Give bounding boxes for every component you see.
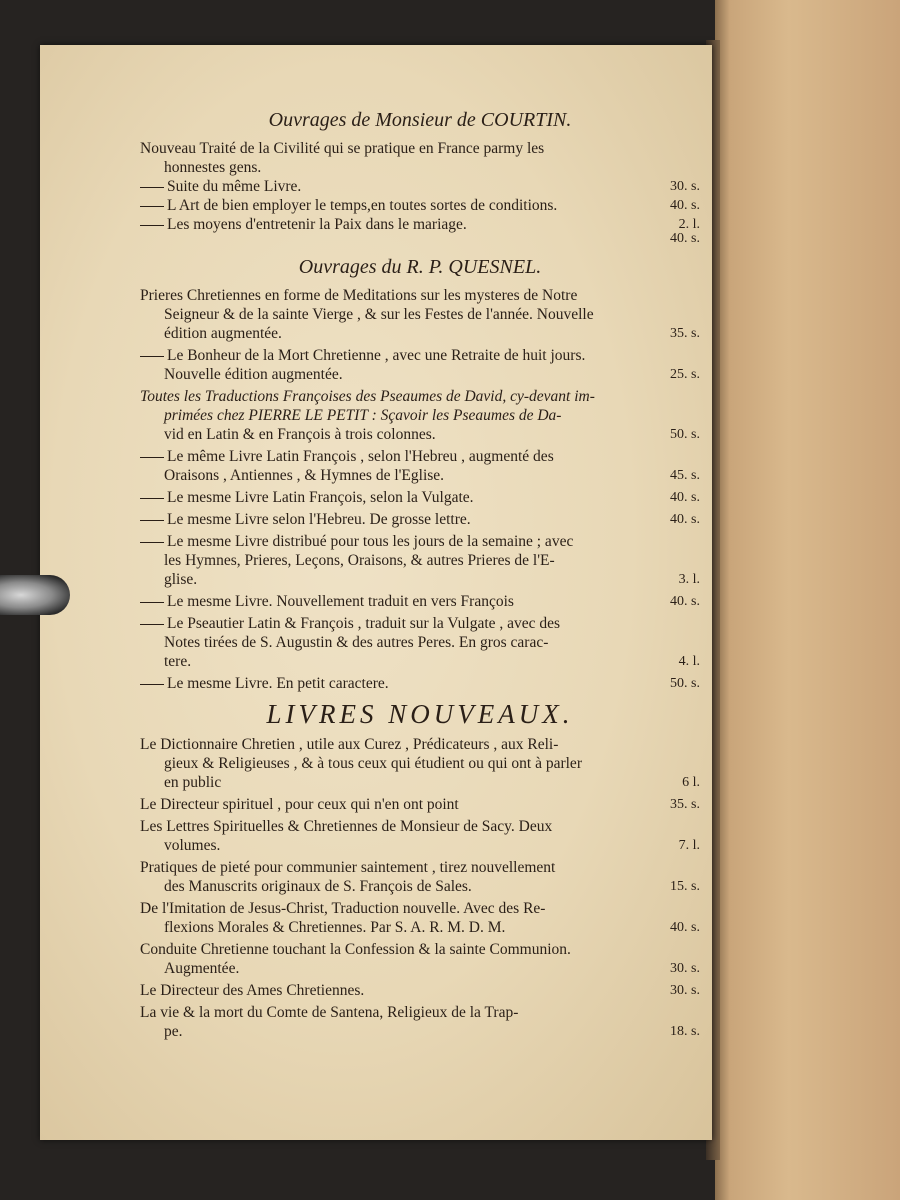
entry-price: 35. s. xyxy=(670,326,700,341)
page-clip xyxy=(0,575,70,615)
entry-line: Pratiques de pieté pour communier saintement , tirez nouvellement xyxy=(140,859,556,876)
dash-mark xyxy=(140,225,164,226)
entry-line: glise. xyxy=(164,571,198,588)
entry-price: 40. s. xyxy=(670,231,700,246)
book-page xyxy=(40,45,712,1140)
entry-price: 3. l. xyxy=(678,572,700,587)
dash-mark xyxy=(140,187,164,188)
entry-price: 45. s. xyxy=(670,468,700,483)
entry-line: Notes tirées de S. Augustin & des autres Peres. En gros carac- xyxy=(164,634,549,651)
entry-price: 50. s. xyxy=(670,427,700,442)
entry-line: primées chez PIERRE LE PETIT : Sçavoir les Pseaumes de Da- xyxy=(164,407,562,424)
entry-price: 40. s. xyxy=(670,490,700,505)
entry-line: flexions Morales & Chretiennes. Par S. A. R. M. D. M. xyxy=(164,919,506,936)
book-entry xyxy=(140,286,700,343)
section-quesnel xyxy=(140,254,700,693)
dash-mark xyxy=(140,206,164,207)
book-entry xyxy=(140,231,700,248)
section-livres-nouveaux xyxy=(140,701,700,1041)
entry-line: Suite du même Livre. xyxy=(167,178,302,195)
entry-price: 35. s. xyxy=(670,797,700,812)
entry-line: Augmentée. xyxy=(164,960,240,977)
entry-line: Le Directeur spirituel , pour ceux qui n'en ont point xyxy=(140,796,459,813)
section-heading: LIVRES NOUVEAUX. xyxy=(266,699,574,729)
entry-price: 30. s. xyxy=(670,179,700,194)
book-entry xyxy=(140,899,700,937)
adjacent-page xyxy=(715,0,900,1200)
entry-line: vid en Latin & en François à trois colonnes. xyxy=(164,426,436,443)
entry-line: gieux & Religieuses , & à tous ceux qui étudient ou qui ont à parler xyxy=(164,755,582,772)
entry-line: pe. xyxy=(164,1023,183,1040)
entry-line: en public xyxy=(164,774,222,791)
book-entry xyxy=(140,488,700,507)
entry-price: 40. s. xyxy=(670,512,700,527)
entry-price: 18. s. xyxy=(670,1024,700,1039)
entry-line: Les Lettres Spirituelles & Chretiennes de Monsieur de Sacy. Deux xyxy=(140,818,553,835)
section-heading: Ouvrages du R. P. QUESNEL. xyxy=(298,256,542,278)
dash-mark xyxy=(140,542,164,543)
book-entry xyxy=(140,387,700,444)
book-entry xyxy=(140,139,700,177)
entry-line: Le mesme Livre distribué pour tous les jours de la semaine ; avec xyxy=(167,533,574,550)
entry-price: 40. s. xyxy=(670,198,700,213)
dash-mark xyxy=(140,602,164,603)
entry-line: tere. xyxy=(164,653,192,670)
page-content xyxy=(140,107,700,1047)
dash-mark xyxy=(140,520,164,521)
book-entry xyxy=(140,532,700,589)
entry-line: Nouveau Traité de la Civilité qui se pratique en France parmy les xyxy=(140,140,545,157)
entry-price: 15. s. xyxy=(670,879,700,894)
dash-mark xyxy=(140,356,164,357)
entry-price: 7. l. xyxy=(678,838,700,853)
entry-line: Le mesme Livre. En petit caractere. xyxy=(167,675,389,692)
entry-line: Le Dictionnaire Chretien , utile aux Curez , Prédicateurs , aux Reli- xyxy=(140,736,559,753)
book-entry xyxy=(140,735,700,792)
entry-price: 30. s. xyxy=(670,961,700,976)
dash-mark xyxy=(140,684,164,685)
entry-line: Conduite Chretienne touchant la Confession & la sainte Communion. xyxy=(140,941,571,958)
entry-price: 2. l. xyxy=(678,217,700,232)
entry-price: 4. l. xyxy=(678,654,700,669)
entry-line: La vie & la mort du Comte de Santena, Religieux de la Trap- xyxy=(140,1004,519,1021)
entry-line: Oraisons , Antiennes , & Hymnes de l'Eglise. xyxy=(164,467,445,484)
book-entry xyxy=(140,674,700,693)
entry-line: Le même Livre Latin François , selon l'Hebreu , augmenté des xyxy=(167,448,554,465)
book-entry xyxy=(140,981,700,1000)
entry-line: les Hymnes, Prieres, Leçons, Oraisons, & autres Prieres de l'E- xyxy=(164,552,555,569)
entry-line: Le mesme Livre selon l'Hebreu. De grosse lettre. xyxy=(167,511,471,528)
entry-line: édition augmentée. xyxy=(164,325,282,342)
dash-mark xyxy=(140,498,164,499)
entry-line: L Art de bien employer le temps,en toutes sortes de conditions. xyxy=(167,197,558,214)
entry-price: 50. s. xyxy=(670,676,700,691)
book-entry xyxy=(140,1003,700,1041)
book-entry xyxy=(140,614,700,671)
book-entry xyxy=(140,592,700,611)
book-entry xyxy=(140,795,700,814)
entry-line: Prieres Chretiennes en forme de Meditations sur les mysteres de Notre xyxy=(140,287,578,304)
entry-price: 40. s. xyxy=(670,920,700,935)
section-courtin xyxy=(140,107,700,248)
entry-line: Le Bonheur de la Mort Chretienne , avec une Retraite de huit jours. xyxy=(167,347,586,364)
book-entry xyxy=(140,346,700,384)
book-entry xyxy=(140,215,700,234)
entry-line: De l'Imitation de Jesus-Christ, Traduction nouvelle. Avec des Re- xyxy=(140,900,546,917)
book-entry xyxy=(140,510,700,529)
entry-line: Toutes les Traductions Françoises des Pseaumes de David, cy-devant im- xyxy=(140,388,595,405)
book-entry xyxy=(140,177,700,196)
entry-line: des Manuscrits originaux de S. François de Sales. xyxy=(164,878,472,895)
dash-mark xyxy=(140,624,164,625)
dash-mark xyxy=(140,457,164,458)
entry-price: 6 l. xyxy=(682,775,700,790)
entry-line: Le mesme Livre Latin François, selon la Vulgate. xyxy=(167,489,474,506)
entry-line: Nouvelle édition augmentée. xyxy=(164,366,343,383)
entry-line: volumes. xyxy=(164,837,221,854)
entry-price: 30. s. xyxy=(670,983,700,998)
book-entry xyxy=(140,817,700,855)
entry-line: Le mesme Livre. Nouvellement traduit en vers François xyxy=(167,593,514,610)
book-entry xyxy=(140,940,700,978)
section-heading: Ouvrages de Monsieur de COURTIN. xyxy=(268,109,572,131)
entry-price: 40. s. xyxy=(670,594,700,609)
entry-line: Le Pseautier Latin & François , traduit sur la Vulgate , avec des xyxy=(167,615,561,632)
entry-line: Les moyens d'entretenir la Paix dans le mariage. xyxy=(167,216,467,233)
book-entry xyxy=(140,447,700,485)
entry-line: Le Directeur des Ames Chretiennes. xyxy=(140,982,365,999)
book-entry xyxy=(140,196,700,215)
entry-line: Seigneur & de la sainte Vierge , & sur les Festes de l'année. Nouvelle xyxy=(164,306,594,323)
entry-line: honnestes gens. xyxy=(164,159,262,176)
book-entry xyxy=(140,858,700,896)
entry-price: 25. s. xyxy=(670,367,700,382)
